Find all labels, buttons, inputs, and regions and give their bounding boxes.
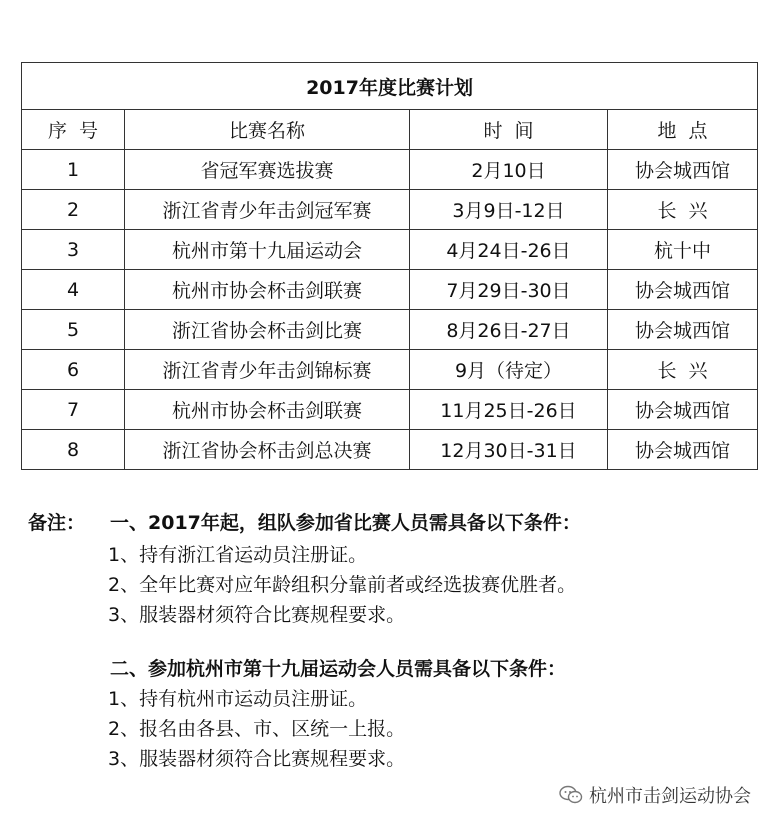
schedule-table	[21, 62, 758, 470]
row-name: 浙江省青少年击剑锦标赛	[125, 350, 410, 390]
table-row	[22, 270, 758, 310]
section1-item-2: 2、全年比赛对应年龄组积分靠前者或经选拔赛优胜者。	[108, 574, 577, 596]
row-number: 3	[22, 230, 125, 270]
section2-item-3: 3、服装器材须符合比赛规程要求。	[108, 748, 406, 770]
header-row	[22, 110, 758, 150]
row-name: 杭州市第十九届运动会	[125, 230, 410, 270]
row-number: 8	[22, 430, 125, 470]
watermark-text: 杭州市击剑运动协会	[589, 786, 751, 807]
wechat-icon	[559, 785, 583, 805]
row-number: 1	[22, 150, 125, 190]
row-name: 浙江省协会杯击剑比赛	[125, 310, 410, 350]
section2-heading: 二、参加杭州市第十九届运动会人员需具备以下条件：	[110, 658, 567, 680]
row-number: 4	[22, 270, 125, 310]
row-name: 杭州市协会杯击剑联赛	[125, 270, 410, 310]
row-time: 3月9日-12日	[410, 190, 608, 230]
section2-item-2: 2、报名由各县、市、区统一上报。	[108, 718, 406, 740]
table-row	[22, 350, 758, 390]
table-row	[22, 310, 758, 350]
row-name: 杭州市协会杯击剑联赛	[125, 390, 410, 430]
table-row	[22, 430, 758, 470]
table-row	[22, 150, 758, 190]
header-place: 地 点	[608, 110, 758, 150]
row-place: 协会城西馆	[608, 150, 758, 190]
row-number: 5	[22, 310, 125, 350]
header-time: 时 间	[410, 110, 608, 150]
section1-heading: 一、2017年起，组队参加省比赛人员需具备以下条件：	[110, 512, 581, 534]
section2-item-1: 1、持有杭州市运动员注册证。	[108, 688, 368, 710]
section1-item-1: 1、持有浙江省运动员注册证。	[108, 544, 368, 566]
row-name: 浙江省协会杯击剑总决赛	[125, 430, 410, 470]
row-place: 协会城西馆	[608, 310, 758, 350]
row-time: 7月29日-30日	[410, 270, 608, 310]
row-time: 2月10日	[410, 150, 608, 190]
row-number: 2	[22, 190, 125, 230]
table-title: 2017年度比赛计划	[22, 63, 758, 110]
row-place: 长 兴	[608, 190, 758, 230]
row-time: 4月24日-26日	[410, 230, 608, 270]
header-number: 序 号	[22, 110, 125, 150]
row-time: 11月25日-26日	[410, 390, 608, 430]
header-name: 比赛名称	[125, 110, 410, 150]
row-name: 省冠军赛选拔赛	[125, 150, 410, 190]
row-place: 协会城西馆	[608, 430, 758, 470]
table-row	[22, 230, 758, 270]
row-time: 8月26日-27日	[410, 310, 608, 350]
watermark	[559, 782, 751, 808]
row-place: 协会城西馆	[608, 390, 758, 430]
table-row	[22, 390, 758, 430]
table-row	[22, 190, 758, 230]
row-name: 浙江省青少年击剑冠军赛	[125, 190, 410, 230]
row-place: 杭十中	[608, 230, 758, 270]
row-time: 9月（待定）	[410, 350, 608, 390]
row-place: 长 兴	[608, 350, 758, 390]
notes-label: 备注：	[28, 512, 86, 534]
row-time: 12月30日-31日	[410, 430, 608, 470]
row-number: 6	[22, 350, 125, 390]
section1-item-3: 3、服装器材须符合比赛规程要求。	[108, 604, 406, 626]
row-place: 协会城西馆	[608, 270, 758, 310]
row-number: 7	[22, 390, 125, 430]
